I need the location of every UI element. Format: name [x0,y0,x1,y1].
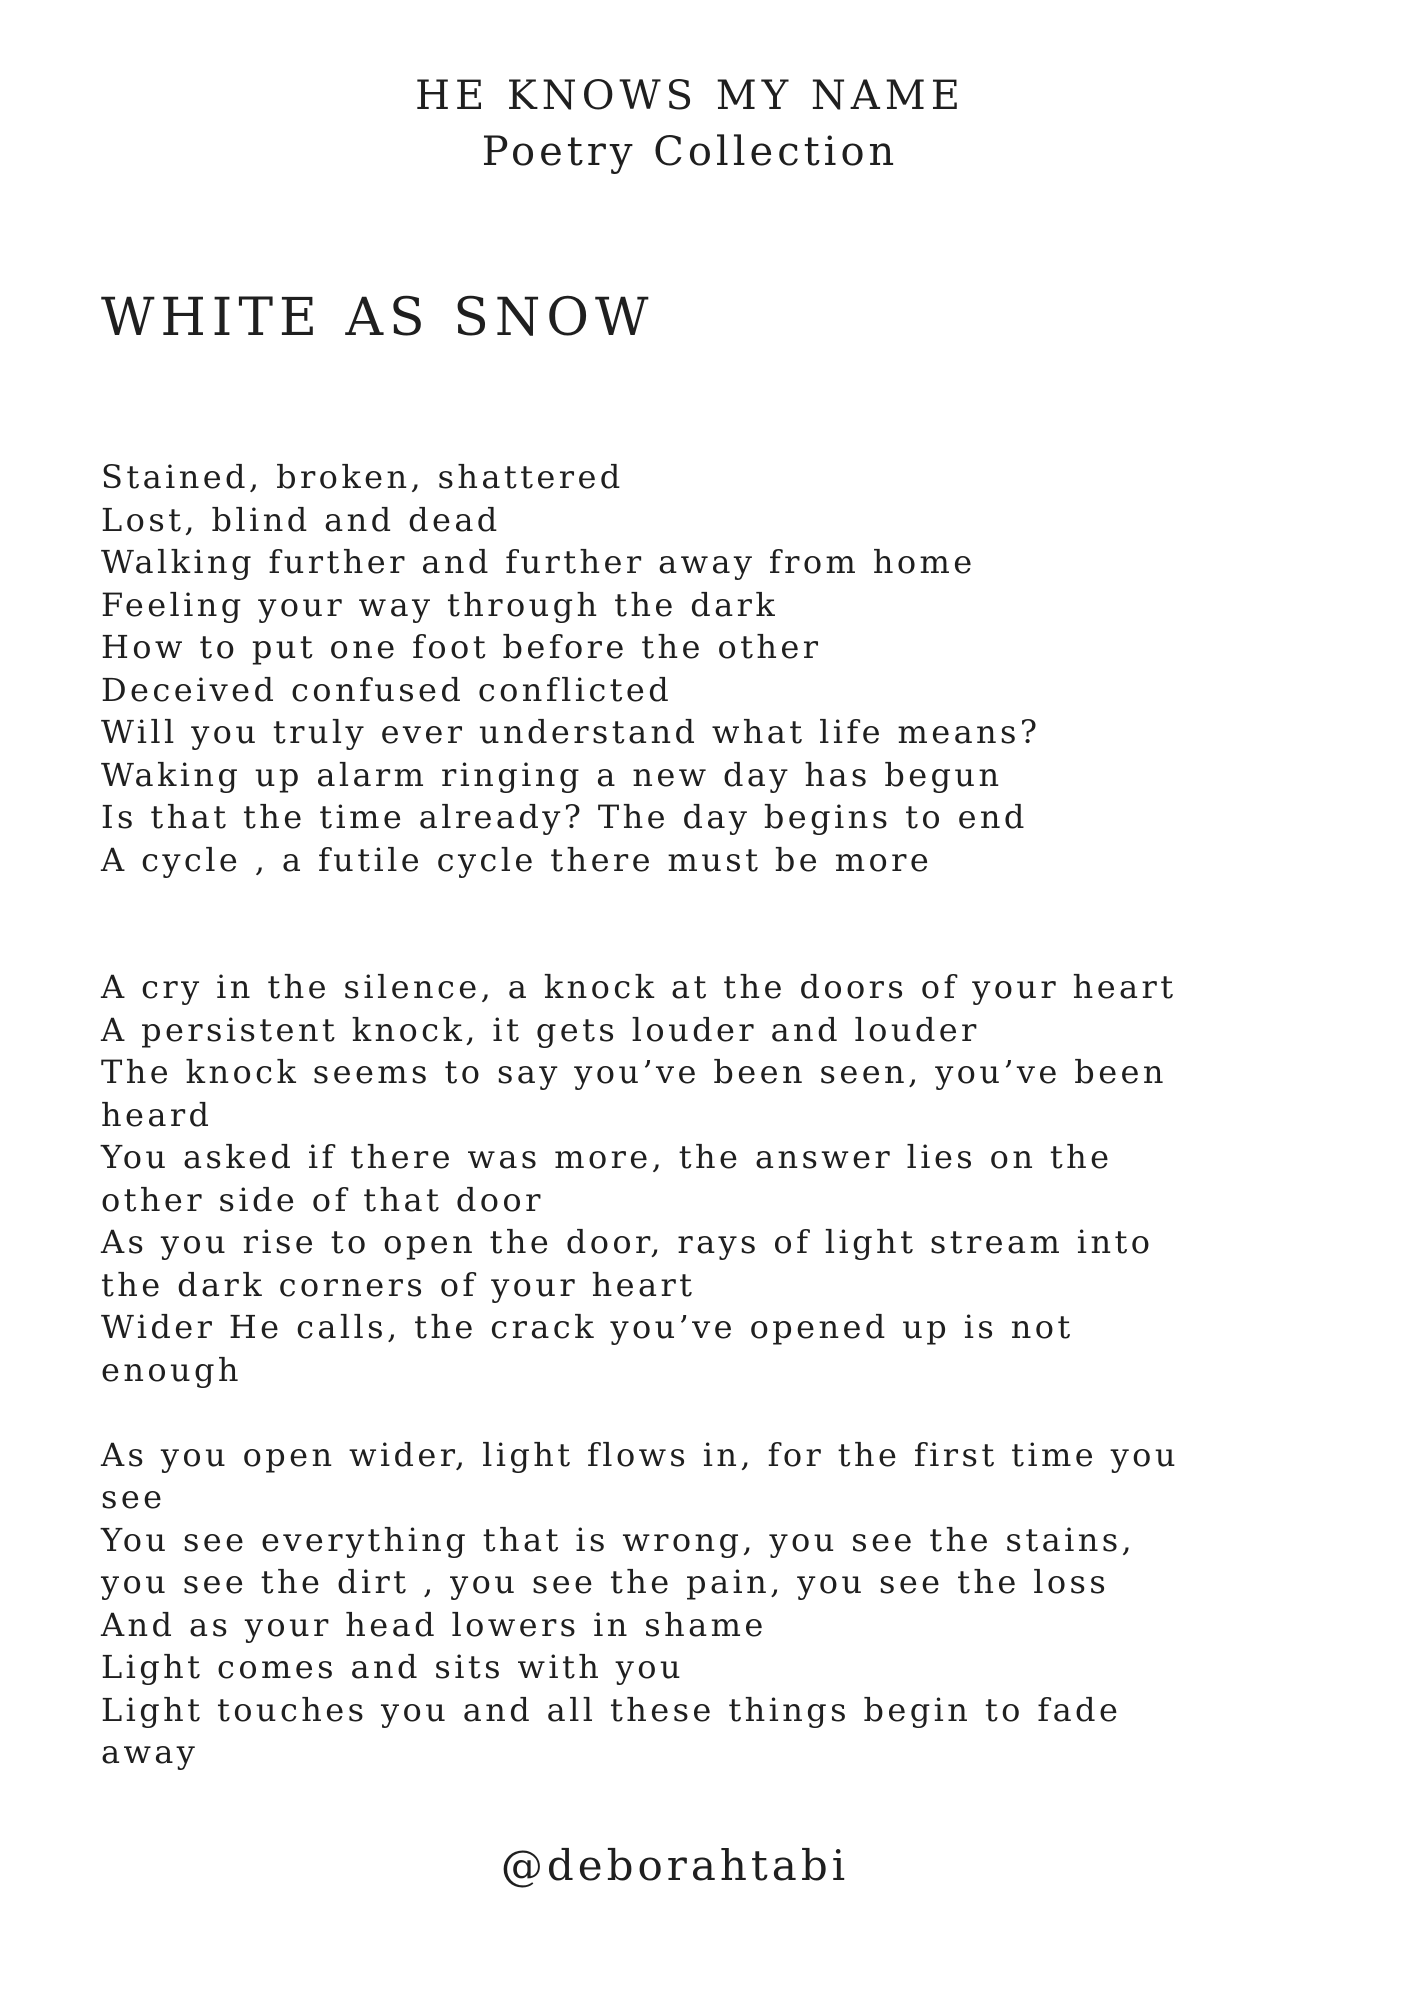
poem-line: heard [101,1095,213,1134]
poem-line: Wider He calls, the crack you’ve opened up is not [101,1308,1074,1346]
poem-line: A persistent knock, it gets louder and louder [101,1010,980,1049]
collection-title: HE KNOWS MY NAME [415,73,965,119]
poem-line: You see everything that is wrong, you see the stains, [101,1520,1136,1559]
poem-line: The knock seems to say you’ve been seen, you’ve been [101,1053,1167,1091]
poem-line: see [101,1478,166,1516]
poem-line: A cycle , a futile cycle there must be more [101,840,933,879]
stanza-1 [101,456,1241,881]
poem-line: you see the dirt , you see the pain, you see the loss [101,1563,1110,1601]
poem-title: WHITE AS SNOW [101,288,655,348]
stanza-2 [101,966,1241,1391]
poem-line: Deceived confused conflicted [101,670,673,709]
collection-header [0,68,1380,180]
poem-line: Will you truly ever understand what life means? [101,713,1041,751]
poem-line: other side of that door [101,1180,544,1219]
poem-line: Is that the time already? The day begins to end [101,798,1028,836]
poem-line: Waking up alarm ringing a new day has begun [101,755,1003,794]
poem-line: away [101,1733,199,1771]
poem-line: Light comes and sits with you [101,1648,684,1686]
poem-line: How to put one foot before the other [101,628,822,666]
stanza-3 [101,1434,1241,1774]
poem-line: Lost, blind and dead [101,500,501,539]
collection-subtitle: Poetry Collection [481,129,899,175]
poem-line: Walking further and further away from home [101,543,976,581]
poem-line: You asked if there was more, the answer lies on the [101,1138,1113,1176]
poem-line: And as your head lowers in shame [101,1605,767,1644]
poem-line: As you rise to open the door, rays of light stream into [101,1223,1154,1261]
poem-line: enough [101,1350,242,1389]
poem-line: the dark corners of your heart [101,1265,696,1304]
poem-body [101,456,1241,1774]
poem-line: Feeling your way through the dark [101,585,779,624]
poem-line: Stained, broken, shattered [101,458,624,496]
stanza-spacer [101,1391,1241,1434]
poem-line: A cry in the silence, a knock at the doors of your heart [101,968,1177,1006]
poem-line: Light touches you and all these things begin to fade [101,1690,1122,1729]
poem-line: As you open wider, light flows in, for the first time you [101,1435,1179,1474]
stanza-spacer [101,881,1241,966]
author-handle: @deborahtabi [500,1841,850,1890]
